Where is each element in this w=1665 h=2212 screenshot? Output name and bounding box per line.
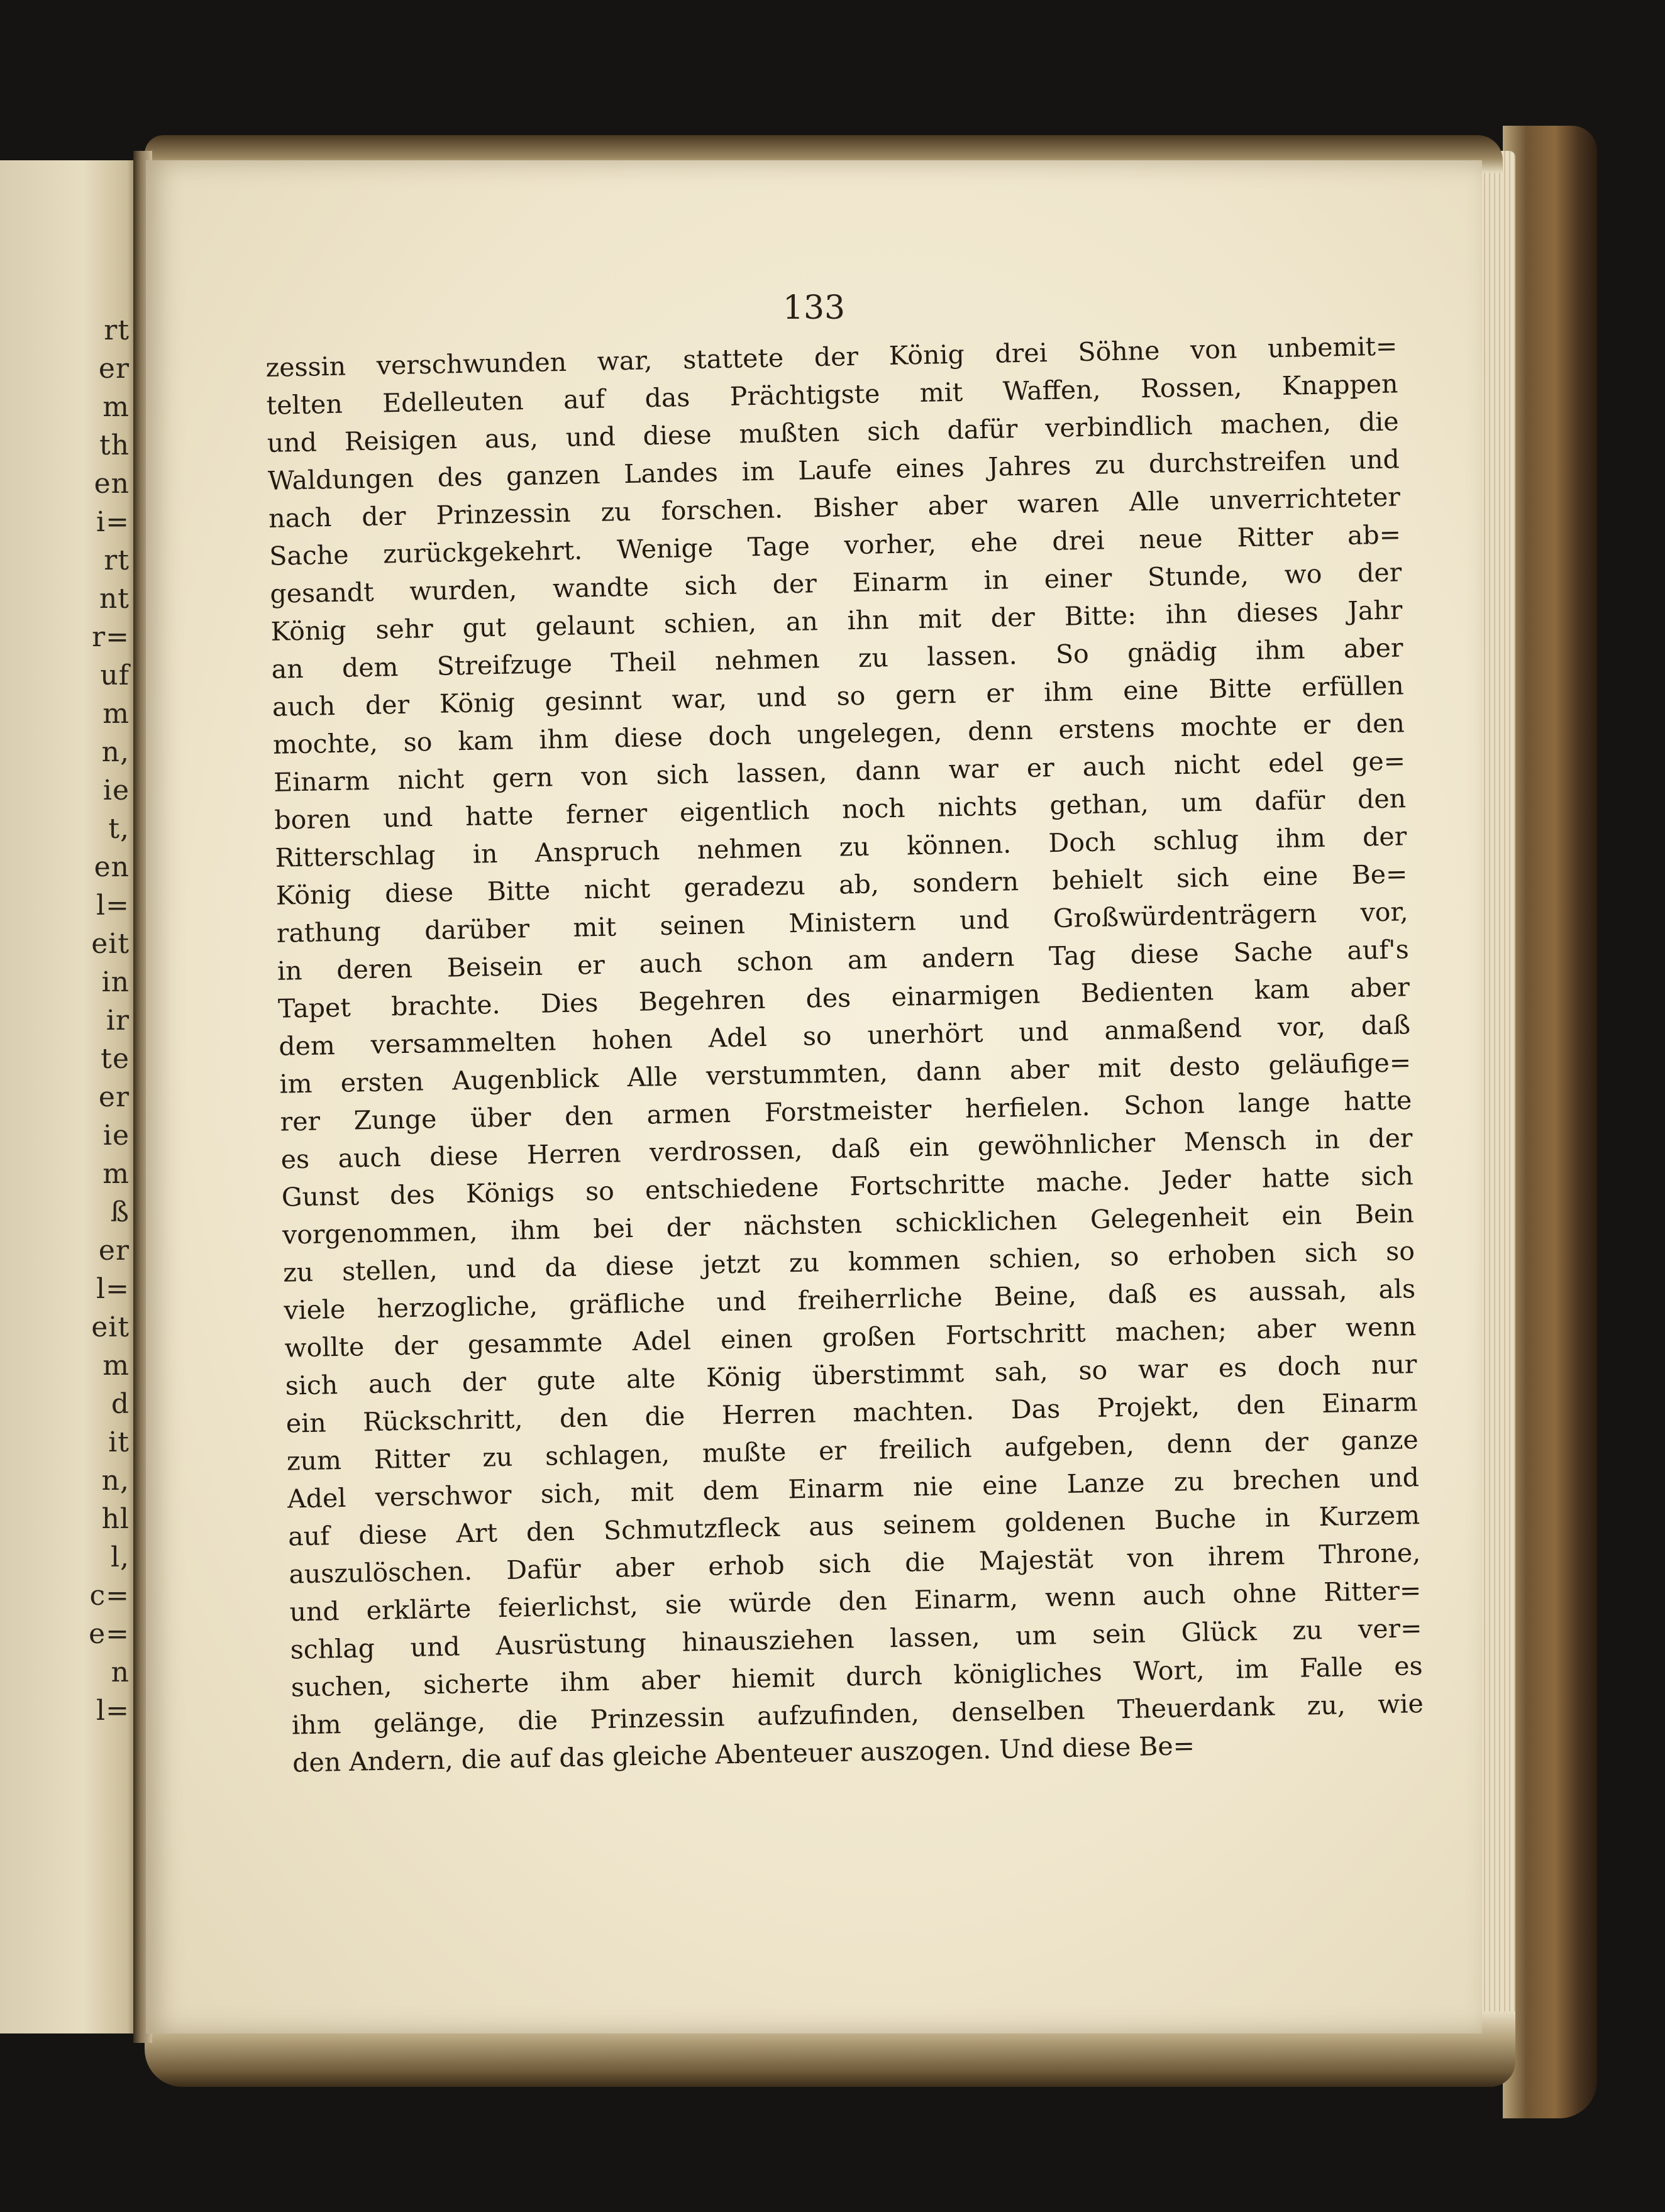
left-page-line-fragment: l= — [96, 889, 130, 922]
text-line: gesandt wurden, wandte sich der Einarm in einer Stunde, wo der — [270, 557, 1402, 609]
left-page-line-fragment: in — [101, 966, 130, 998]
text-line: viele herzogliche, gräfliche und freiherrliche Beine, daß es aussah, als — [283, 1274, 1416, 1326]
text-line: suchen, sicherte ihm aber hiemit durch königliches Wort, im Falle es — [290, 1651, 1424, 1703]
left-page-line-fragment: ß — [110, 1196, 130, 1228]
left-page-line-fragment: eit — [91, 1311, 130, 1343]
left-page-line-fragment: it — [108, 1426, 130, 1458]
left-page-line-fragment: m — [102, 1350, 130, 1382]
text-line: König sehr gut gelaunt schien, an ihn mit der Bitte: ihn dieses Jahr — [270, 595, 1403, 647]
text-line: ihm gelänge, die Prinzessin aufzufinden, denselben Theuerdank zu, wie — [291, 1688, 1424, 1741]
left-page-line-fragment: ie — [102, 1120, 130, 1152]
left-page-line-fragment: er — [98, 353, 130, 385]
text-line: an dem Streifzuge Theil nehmen zu lassen. So gnädig ihm aber — [271, 632, 1403, 685]
text-line: schlag und Ausrüstung hinausziehen lassen, um sein Glück zu ver= — [290, 1613, 1422, 1665]
left-page-line-fragment: en — [94, 468, 130, 500]
text-line: ein Rückschritt, den die Herren machten. Das Projekt, den Einarm — [285, 1387, 1418, 1439]
text-line: rathung darüber mit seinen Ministern und Großwürdenträgern vor, — [276, 896, 1408, 949]
text-line: nach der Prinzessin zu forschen. Bisher aber waren Alle unverrichteter — [268, 481, 1401, 534]
text-line: Einarm nicht gern von sich lassen, dann war er auch nicht edel ge= — [273, 746, 1406, 798]
left-page-line-fragment: e= — [89, 1618, 130, 1650]
text-line: dem versammelten hohen Adel so unerhört und anmaßend vor, daß — [278, 1010, 1411, 1062]
left-page-line-fragment: te — [101, 1043, 130, 1075]
left-page-line-fragment: uf — [100, 659, 130, 691]
left-page-line-fragment: th — [99, 429, 130, 461]
body-text — [265, 327, 1424, 1781]
page-number: 133 — [782, 289, 846, 327]
text-line: Waldungen des ganzen Landes im Laufe eines Jahres zu durchstreifen und — [267, 444, 1400, 496]
left-page-line-fragment: i= — [96, 506, 130, 538]
text-line: mochte, so kam ihm diese doch ungelegen, denn erstens mochte er den — [272, 708, 1405, 760]
text-line: es auch diese Herren verdrossen, daß ein gewöhnlicher Mensch in der — [280, 1123, 1413, 1175]
left-page-line-fragment: l= — [96, 1695, 130, 1727]
text-line: zum Ritter zu schlagen, mußte er freilich aufgeben, denn der ganze — [286, 1424, 1419, 1477]
left-page-line-fragment: m — [102, 391, 130, 423]
left-page-line-fragment: r= — [92, 621, 130, 653]
left-page-line-fragment: ir — [106, 1004, 130, 1037]
right-page — [146, 160, 1482, 2033]
left-page-line-fragment: m — [102, 1158, 130, 1190]
text-line: zu stellen, und da diese jetzt zu kommen schien, so erhoben sich so — [282, 1236, 1415, 1288]
left-page-fragment — [0, 160, 138, 2033]
left-page-line-fragment: d — [111, 1388, 130, 1420]
text-line: wollte der gesammte Adel einen großen Fortschritt machen; aber wenn — [284, 1311, 1417, 1363]
left-page-line-fragment: rt — [104, 314, 130, 346]
book-cover-edge — [1503, 126, 1597, 2118]
text-line: Sache zurückgekehrt. Wenige Tage vorher, ehe drei neue Ritter ab= — [268, 519, 1402, 571]
text-line: auszulöschen. Dafür aber erhob sich die Majestät von ihrem Throne, — [288, 1538, 1421, 1590]
left-page-line-fragment: c= — [89, 1580, 130, 1612]
left-page-line-fragment: er — [98, 1081, 130, 1113]
text-line: rer Zunge über den armen Forstmeister herfielen. Schon lange hatte — [280, 1085, 1412, 1137]
text-line: und Reisigen aus, und diese mußten sich dafür verbindlich machen, die — [267, 406, 1400, 458]
text-line: boren und hatte ferner eigentlich noch nichts gethan, um dafür den — [274, 783, 1407, 835]
left-page-line-fragment: l= — [96, 1273, 130, 1305]
left-page-line-fragment: nt — [99, 583, 130, 615]
text-line: im ersten Augenblick Alle verstummten, dann aber mit desto geläufige= — [279, 1047, 1412, 1099]
left-page-line-fragment: ie — [102, 774, 130, 806]
left-page-line-fragment: l, — [110, 1541, 130, 1573]
text-line: Gunst des Königs so entschiedene Fortschritte mache. Jeder hatte sich — [281, 1160, 1414, 1213]
text-line: sich auch der gute alte König überstimmt sah, so war es doch nur — [285, 1349, 1417, 1401]
text-line: und erklärte feierlichst, sie würde den Einarm, wenn auch ohne Ritter= — [289, 1575, 1422, 1627]
text-line: König diese Bitte nicht geradezu ab, sondern behielt sich eine Be= — [275, 859, 1408, 911]
text-line: auch der König gesinnt war, und so gern er ihm eine Bitte erfüllen — [272, 670, 1405, 722]
text-line: Adel verschwor sich, mit dem Einarm nie eine Lanze zu brechen und — [287, 1462, 1420, 1514]
left-page-line-fragment: rt — [104, 544, 130, 576]
left-page-line-fragment: n, — [101, 1465, 130, 1497]
left-page-line-fragment: n — [111, 1656, 130, 1688]
text-line: telten Edelleuten auf das Prächtigste mit Waffen, Rossen, Knappen — [266, 368, 1398, 421]
left-page-line-fragment: m — [102, 698, 130, 730]
text-line: vorgenommen, ihm bei der nächsten schicklichen Gelegenheit ein Bein — [282, 1198, 1415, 1250]
text-line: zessin verschwunden war, stattete der König drei Söhne von unbemit= — [265, 331, 1398, 383]
left-page-line-fragment: n, — [101, 736, 130, 768]
text-line: Ritterschlag in Anspruch nehmen zu können. Doch schlug ihm der — [275, 821, 1407, 873]
text-line: auf diese Art den Schmutzfleck aus seinem goldenen Buche in Kurzem — [287, 1500, 1420, 1552]
left-page-line-fragment: eit — [91, 928, 130, 960]
left-page-line-fragment: er — [98, 1235, 130, 1267]
text-line: Tapet brachte. Dies Begehren des einarmigen Bedienten kam aber — [277, 972, 1410, 1024]
text-line: den Andern, die auf das gleiche Abenteuer auszogen. Und diese Be= — [292, 1731, 1195, 1778]
text-line: in deren Beisein er auch schon am andern Tag diese Sache auf's — [277, 934, 1410, 986]
left-page-line-fragment: en — [94, 851, 130, 883]
left-page-line-fragment: t, — [108, 813, 130, 845]
left-page-line-fragment: hl — [101, 1503, 130, 1535]
